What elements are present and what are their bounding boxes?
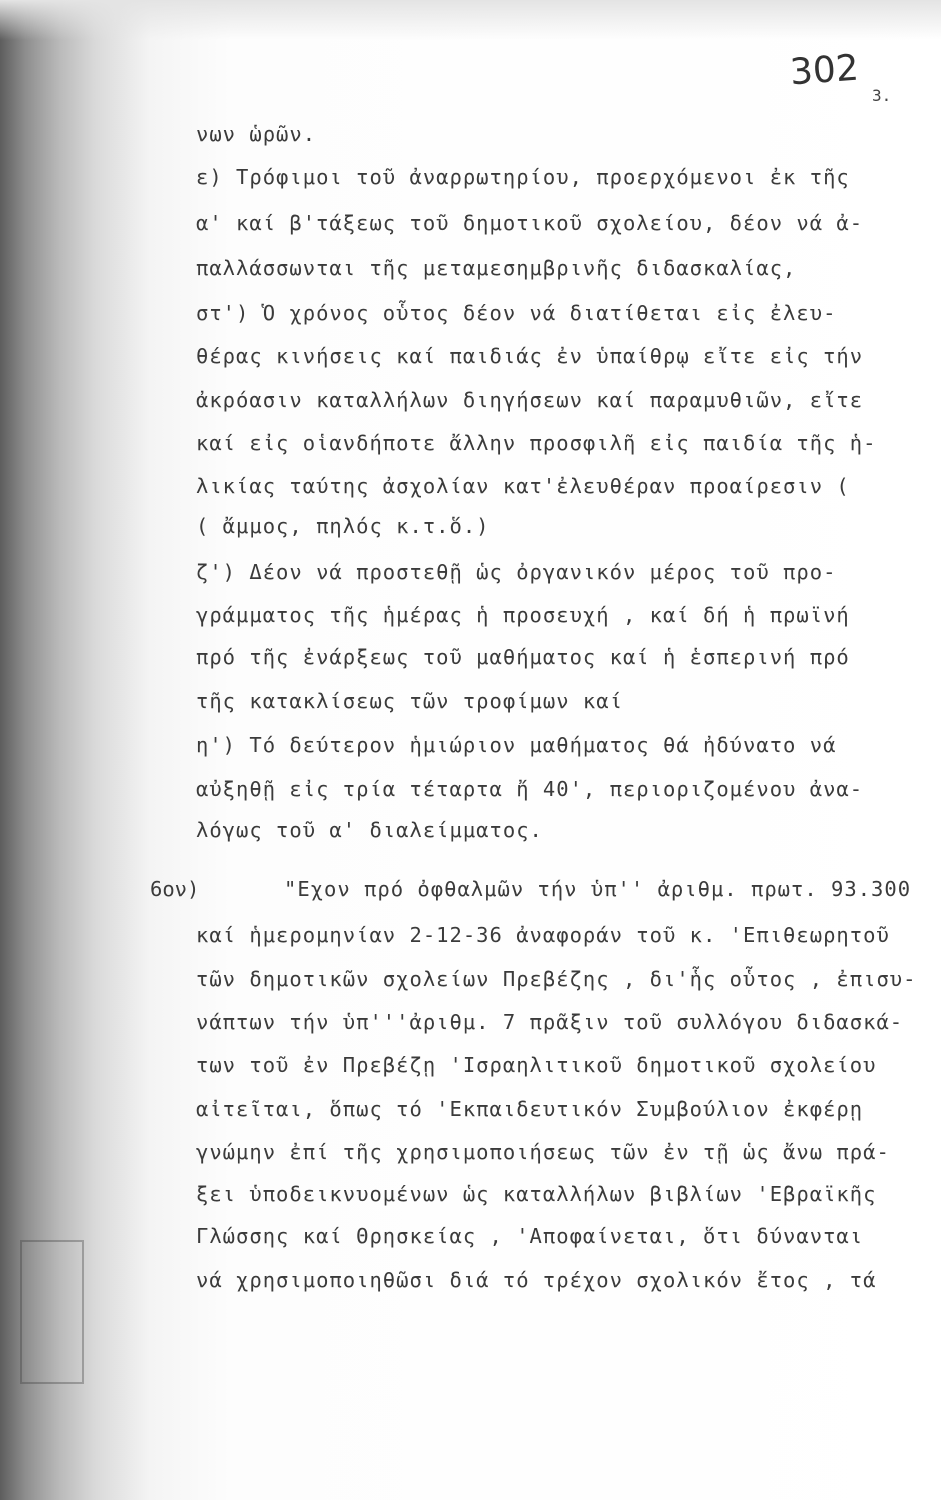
text-line: "Εχον πρό ὀφθαλμῶν τήν ὑπ'' ἀριθμ. πρωτ. 93.300: [284, 877, 912, 901]
text-line: ξει ὑποδεικνυομένων ὡς καταλλήλων βιβλίων 'Εβραϊκῆς: [196, 1182, 877, 1206]
text-line: νά χρησιμοποιηθῶσι διά τό τρέχον σχολικόν ἔτος , τά: [196, 1268, 877, 1292]
text-line: νων ὡρῶν.: [196, 122, 317, 146]
text-line: α' καί β'τάξεως τοῦ δημοτικοῦ σχολείου, δέον νά ἀ-: [196, 211, 864, 235]
text-line: τῶν δημοτικῶν σχολείων Πρεβέζης , δι'ἧς οὗτος , ἐπισυ-: [196, 967, 917, 991]
section-number-label: 6ον): [150, 877, 200, 901]
text-line: ( ἄμμος, πηλός κ.τ.ὅ.): [196, 514, 490, 538]
text-line: ε) Τρόφιμοι τοῦ ἀναρρωτηρίου, προερχόμενοι ἐκ τῆς: [196, 165, 850, 189]
text-line: γράμματος τῆς ἡμέρας ἡ προσευχή , καί δή ἡ πρωϊνή: [196, 603, 850, 627]
handwritten-page-number: 302: [788, 47, 861, 94]
text-line: γνώμην ἐπί τῆς χρησιμοποιήσεως τῶν ἐν τῇ ὡς ἄνω πρά-: [196, 1140, 890, 1164]
text-line: αὐξηθῇ εἰς τρία τέταρτα ἤ 40', περιοριζομένου ἀνα-: [196, 777, 864, 801]
text-line: ἀκρόασιν καταλλήλων διηγήσεων καί παραμυθιῶν, εἴτε: [196, 388, 864, 412]
text-line: η') Τό δεύτερον ἡμιώριον μαθήματος θά ἠδύνατο νά: [196, 733, 837, 757]
text-line: καί ἡμερομηνίαν 2-12-36 ἀναφοράν τοῦ κ. 'Επιθεωρητοῦ: [196, 923, 890, 947]
text-line: τῆς κατακλίσεως τῶν τροφίμων καί: [196, 689, 623, 713]
text-line: νάπτων τήν ὑπ'''ἀριθμ. 7 πρᾶξιν τοῦ συλλόγου διδασκά-: [196, 1010, 904, 1034]
text-line: καί εἰς οἱανδήποτε ἄλλην προσφιλῆ εἰς παιδία τῆς ἡ-: [196, 431, 877, 455]
typed-page-number: 3.: [872, 86, 892, 105]
text-line: αἰτεῖται, ὅπως τό 'Εκπαιδευτικόν Συμβούλιον ἐκφέρῃ: [196, 1097, 864, 1121]
text-line: λόγως τοῦ α' διαλείμματος.: [196, 818, 543, 842]
text-line: θέρας κινήσεις καί παιδιάς ἐν ὑπαίθρῳ εἴτε εἰς τήν: [196, 344, 864, 368]
text-line: Γλώσσης καί Θρησκείας , 'Αποφαίνεται, ὅτι δύνανται: [196, 1224, 864, 1248]
text-line: πρό τῆς ἐνάρξεως τοῦ μαθήματος καί ἡ ἑσπερινή πρό: [196, 645, 850, 669]
top-edge-shadow: [0, 0, 941, 40]
text-line: παλλάσσωνται τῆς μεταμεσημβρινῆς διδασκαλίας,: [196, 256, 797, 280]
text-line: στ') Ὁ χρόνος οὗτος δέον νά διατίθεται εἰς ἐλευ-: [196, 301, 837, 325]
text-line: των τοῦ ἐν Πρεβέζῃ 'Ισραηλιτικοῦ δημοτικοῦ σχολείου: [196, 1053, 877, 1077]
text-line: λικίας ταύτης ἀσχολίαν κατ'ἐλευθέραν προαίρεσιν (: [196, 474, 850, 498]
archive-stamp: [20, 1240, 84, 1384]
text-line: ζ') Δέον νά προστεθῇ ὡς ὀργανικόν μέρος τοῦ προ-: [196, 560, 837, 584]
